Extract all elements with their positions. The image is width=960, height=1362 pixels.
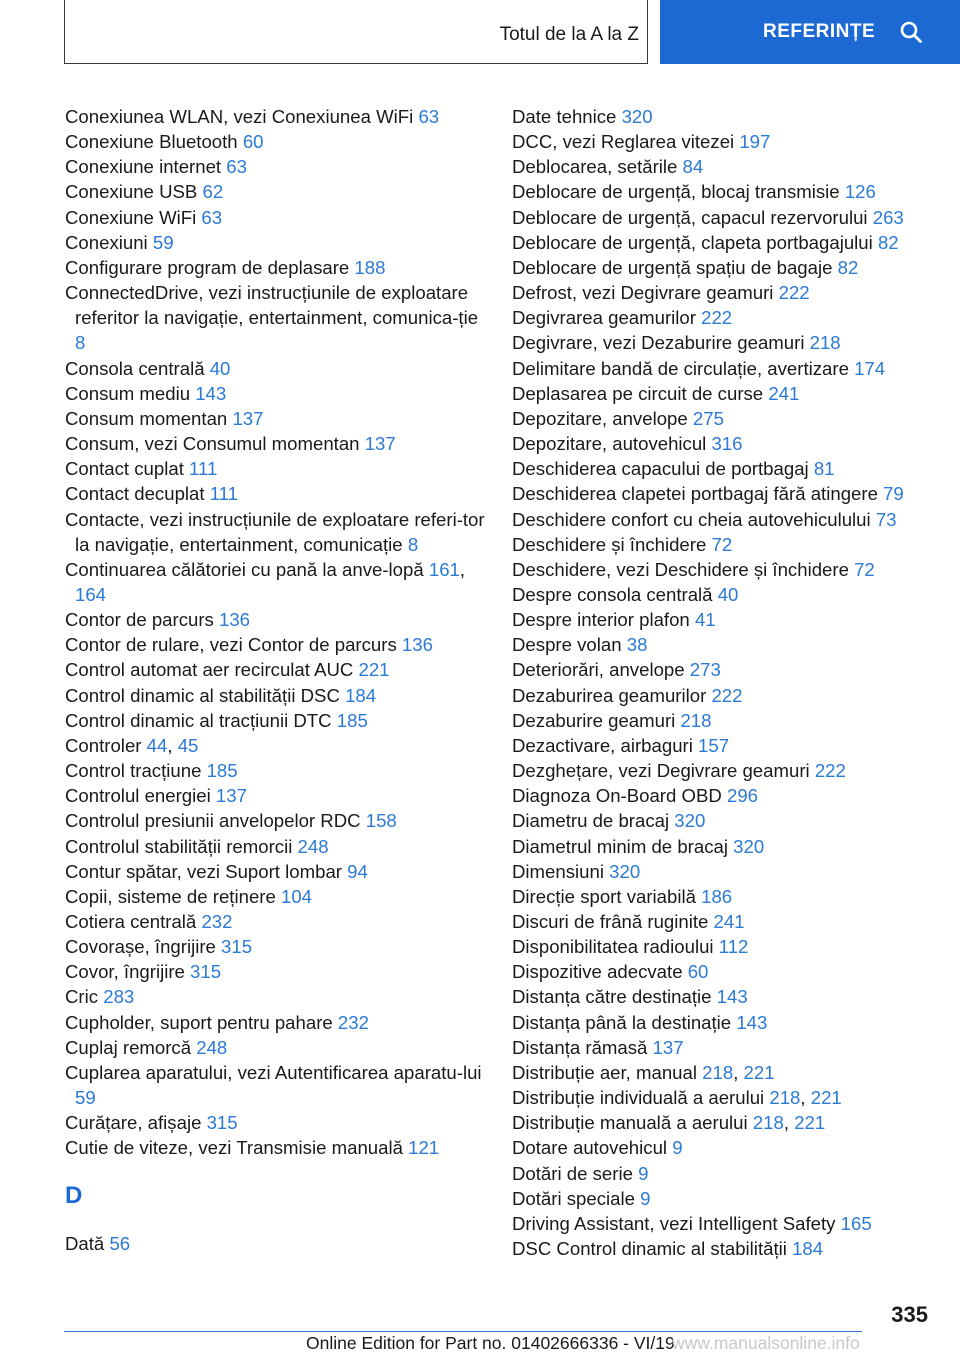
index-entry-term: Control automat aer recirculat AUC	[65, 659, 354, 681]
index-entry	[65, 859, 485, 884]
index-entry	[65, 758, 485, 783]
page-reference-link[interactable]: 82	[877, 231, 899, 253]
page-reference-link[interactable]: 218	[769, 1087, 801, 1109]
index-entry-term: Control dinamic al stabilității DSC	[65, 684, 340, 706]
page-reference-link[interactable]: 63	[201, 206, 223, 228]
page-reference-link[interactable]: 161	[428, 558, 460, 580]
page-reference-link[interactable]: 157	[698, 734, 730, 756]
index-entry-term: DSC Control dinamic al stabilității	[512, 1238, 787, 1260]
index-entry	[65, 456, 485, 481]
index-entry-term: Diametru de bracaj	[512, 810, 670, 832]
page-reference-link[interactable]: 137	[652, 1036, 684, 1058]
index-entry-term: Copii, sisteme de reținere	[65, 885, 276, 907]
footer-divider	[64, 1331, 862, 1332]
page-reference-link[interactable]: 222	[701, 307, 733, 329]
page-reference-link[interactable]: 94	[347, 860, 368, 882]
index-entry-term: Cotiera centrală	[65, 911, 197, 932]
index-entry: Controler 44, 45	[65, 734, 199, 756]
page-reference-link[interactable]: 9	[640, 1187, 651, 1209]
index-entry	[512, 708, 932, 733]
index-entry	[512, 934, 932, 959]
index-entry-term: Configurare program de deplasare	[65, 256, 350, 278]
page-reference-link[interactable]: 59	[152, 231, 174, 253]
index-entry-term: Diagnoza On-Board OBD	[512, 785, 722, 807]
index-entry-term: Controlul energiei	[65, 785, 211, 807]
page-reference-link[interactable]: 104	[281, 885, 313, 907]
index-entry	[65, 632, 485, 657]
page-reference-link[interactable]: 221	[810, 1087, 842, 1109]
index-entry-term: Degivrarea geamurilor	[512, 307, 696, 329]
search-icon[interactable]	[899, 20, 923, 44]
index-entry	[512, 179, 932, 204]
page-reference-link[interactable]: 197	[739, 131, 771, 153]
page-reference-link[interactable]: 184	[345, 684, 377, 706]
index-entry	[512, 758, 932, 783]
index-entry-term: Distribuție individuală a aerului	[512, 1087, 765, 1109]
index-entry-term: Covor, îngrijire	[65, 961, 185, 983]
page-reference-link[interactable]: 222	[778, 282, 810, 304]
page-reference-link[interactable]: 60	[687, 961, 709, 983]
page-reference-link[interactable]: 186	[701, 885, 733, 907]
page-reference-link[interactable]: 248	[297, 835, 329, 857]
page-reference-link[interactable]: 218	[702, 1061, 734, 1083]
index-entry	[512, 481, 932, 506]
page-reference-link[interactable]: 38	[626, 634, 648, 656]
index-entry-term: Cric	[65, 986, 99, 1008]
index-entry-term: Conexiuni	[65, 231, 148, 253]
page-reference-link[interactable]: 45	[177, 734, 199, 756]
index-entry	[65, 607, 485, 632]
index-entry-term: Dotare autovehicul	[512, 1137, 668, 1159]
index-entry-term: Dezaburire geamuri	[512, 709, 676, 731]
index-entry	[65, 179, 485, 204]
index-entry	[65, 356, 485, 381]
index-column-right	[512, 104, 932, 1261]
index-entry-term: Consum momentan	[65, 407, 228, 429]
index-entry-term: Curățare, afișaje	[65, 1112, 202, 1134]
index-entry-term: Contact decuplat	[65, 483, 205, 505]
index-entry	[65, 808, 485, 833]
index-entry-term: Conexiune USB	[65, 181, 198, 203]
index-entry	[65, 1231, 485, 1256]
index-entry-term: Despre interior plafon	[512, 609, 690, 631]
page-reference-link[interactable]: 40	[717, 583, 739, 605]
index-entry: Distribuție individuală a aerului 218, 221	[512, 1087, 842, 1109]
page-reference-link[interactable]: 221	[743, 1061, 775, 1083]
page-reference-link[interactable]: 73	[875, 508, 897, 530]
index-entry-term: Dezactivare, airbaguri	[512, 734, 693, 756]
page-reference-link[interactable]: 137	[232, 407, 264, 429]
index-entry-term: Depozitare, anvelope	[512, 407, 688, 429]
page-reference-link[interactable]: 8	[75, 332, 86, 354]
header-section-box	[64, 0, 648, 64]
page-reference-link[interactable]: 9	[672, 1137, 683, 1159]
index-entry	[65, 1060, 485, 1110]
index-entry	[512, 582, 932, 607]
index-entry-term: Dimensiuni	[512, 860, 604, 882]
index-entry	[512, 356, 932, 381]
index-entry-term: Consum, vezi Consumul momentan	[65, 433, 360, 455]
index-entry	[512, 456, 932, 481]
index-entry-term: Driving Assistant, vezi Intelligent Safety	[512, 1212, 836, 1234]
index-entry	[65, 381, 485, 406]
index-entry	[65, 1135, 485, 1160]
index-entry-term: Dată	[65, 1232, 105, 1254]
index-entry-term: Deteriorări, anvelope	[512, 659, 685, 681]
page-reference-link[interactable]: 84	[682, 156, 704, 178]
page-reference-link[interactable]: 241	[713, 911, 745, 932]
page-reference-link[interactable]: 221	[358, 659, 390, 681]
index-entry	[65, 154, 485, 179]
index-entry	[65, 205, 485, 230]
index-entry	[512, 632, 932, 657]
index-entry-term: Cuplarea aparatului, vezi Autentificarea aparatu‐lui	[65, 1061, 482, 1083]
page-reference-link[interactable]: 320	[609, 860, 641, 882]
index-entry	[512, 1211, 932, 1236]
index-entry	[65, 104, 485, 129]
index-entry	[512, 1236, 932, 1261]
index-entry	[512, 607, 932, 632]
page-reference-link[interactable]: 218	[752, 1112, 784, 1134]
page-reference-link[interactable]: 185	[336, 709, 368, 731]
page-reference-link[interactable]: 111	[209, 483, 238, 505]
index-entry-term: Deblocare de urgență spațiu de bagaje	[512, 256, 833, 278]
page-reference-link[interactable]: 184	[792, 1238, 824, 1260]
page-reference-link[interactable]: 185	[206, 760, 238, 782]
index-entry	[65, 708, 485, 733]
index-entry-term: Dezghețare, vezi Degivrare geamuri	[512, 760, 810, 782]
index-entry	[512, 657, 932, 682]
index-entry	[512, 381, 932, 406]
page-reference-link[interactable]: 137	[215, 785, 247, 807]
index-entry-term: Discuri de frână ruginite	[512, 911, 709, 932]
index-entry-term: DCC, vezi Reglarea vitezei	[512, 131, 735, 153]
page-reference-link[interactable]: 143	[195, 382, 227, 404]
index-entry-term: Defrost, vezi Degivrare geamuri	[512, 282, 774, 304]
index-entry-term: Despre consola centrală	[512, 583, 713, 605]
index-entry	[512, 129, 932, 154]
page-number: 335	[891, 1302, 928, 1327]
index-entry	[512, 255, 932, 280]
index-entry-term: Distanța către destinație	[512, 986, 712, 1008]
index-entry-term: Distribuție manuală a aerului	[512, 1112, 748, 1134]
index-entry-term: Dotări speciale	[512, 1187, 635, 1209]
page-reference-link[interactable]: 41	[694, 609, 716, 631]
index-entry-term: Distanța până la destinație	[512, 1011, 732, 1033]
page-reference-link[interactable]: 112	[718, 936, 749, 958]
page-reference-link[interactable]: 273	[689, 659, 721, 681]
index-entry	[65, 909, 485, 934]
index-entry: Continuarea călătoriei cu pană la anve‐lopă 161, 164	[65, 558, 466, 605]
page-reference-link[interactable]: 60	[242, 131, 264, 153]
index-entry-term: Dispozitive adecvate	[512, 961, 683, 983]
index-entry	[65, 507, 485, 557]
index-entry	[512, 1161, 932, 1186]
page-reference-link[interactable]: 59	[75, 1087, 96, 1109]
page-reference-link[interactable]: 232	[337, 1011, 369, 1033]
page-reference-link[interactable]: 81	[813, 458, 835, 480]
page-reference-link[interactable]: 40	[209, 357, 231, 379]
page-reference-link[interactable]: 126	[844, 181, 876, 203]
index-entry-term: Controlul presiunii anvelopelor RDC	[65, 810, 361, 832]
index-entry	[512, 783, 932, 808]
index-entry	[65, 959, 485, 984]
page-reference-link[interactable]: 263	[872, 206, 904, 228]
page-reference-link[interactable]: 320	[621, 106, 653, 127]
index-entry-term: Contact cuplat	[65, 458, 184, 480]
index-entry-term: Degivrare, vezi Dezaburire geamuri	[512, 332, 805, 354]
index-entry	[65, 884, 485, 909]
index-entry	[65, 406, 485, 431]
section-title: Totul de la A la Z	[499, 24, 639, 45]
index-entry	[512, 557, 932, 582]
index-entry-term: Disponibilitatea radioului	[512, 936, 714, 958]
index-entry-term: Dotări de serie	[512, 1162, 633, 1184]
page-reference-link[interactable]: 137	[364, 433, 396, 455]
index-entry	[512, 507, 932, 532]
index-entry	[512, 959, 932, 984]
page-reference-link[interactable]: 63	[226, 156, 247, 178]
page-reference-link[interactable]: 315	[221, 936, 253, 958]
index-entry	[65, 431, 485, 456]
page-reference-link[interactable]: 241	[768, 382, 800, 404]
index-letter-heading: D	[65, 1181, 83, 1209]
index-entry	[65, 783, 485, 808]
index-entry-term: Deschidere și închidere	[512, 533, 707, 555]
index-entry	[512, 1135, 932, 1160]
index-entry	[512, 909, 932, 934]
references-tab-label[interactable]: REFERINȚE	[763, 21, 876, 42]
index-entry: Distribuție aer, manual 218, 221	[512, 1061, 775, 1083]
index-entry-term: Conexiune Bluetooth	[65, 131, 238, 153]
index-entry	[65, 1035, 485, 1060]
page-reference-link[interactable]: 165	[840, 1212, 872, 1234]
index-entry-term: Dezaburirea geamurilor	[512, 684, 707, 706]
index-entry-term: Distanța rămasă	[512, 1036, 648, 1058]
index-entry-term: Cupholder, suport pentru pahare	[65, 1011, 333, 1033]
page-reference-link[interactable]: 315	[190, 961, 222, 983]
index-entry	[65, 129, 485, 154]
index-entry-term: Deblocare de urgență, clapeta portbagajului	[512, 231, 873, 253]
index-column-left	[65, 104, 485, 1256]
page-reference-link[interactable]: 143	[716, 986, 748, 1008]
page-reference-link[interactable]: 136	[401, 634, 433, 656]
index-entry	[65, 984, 485, 1009]
page-reference-link[interactable]: 164	[75, 583, 107, 605]
index-entry	[512, 1010, 932, 1035]
index-entry	[512, 859, 932, 884]
index-entry-term: Diametrul minim de bracaj	[512, 835, 728, 857]
index-entry-term: Deschidere confort cu cheia autovehiculului	[512, 508, 871, 530]
page-reference-link[interactable]: 44	[146, 734, 168, 756]
index-entry-term: Covorașe, îngrijire	[65, 936, 216, 958]
index-entry-term: Date tehnice	[512, 106, 617, 127]
index-entry-term: Cutie de viteze, vezi Transmisie manuală	[65, 1137, 403, 1159]
index-entry	[512, 683, 932, 708]
index-entry	[512, 1186, 932, 1211]
index-entry	[512, 532, 932, 557]
page-reference-link[interactable]: 221	[794, 1112, 826, 1134]
index-entry	[65, 255, 485, 280]
page-reference-link[interactable]: 316	[711, 433, 743, 455]
index-entry-term: Continuarea călătoriei cu pană la anve‐lopă	[65, 558, 424, 580]
index-entry-term: Deschiderea capacului de portbagaj	[512, 458, 809, 480]
index-entry	[512, 406, 932, 431]
index-entry	[65, 1010, 485, 1035]
page-reference-link[interactable]: 63	[418, 106, 440, 127]
page-reference-link[interactable]: 222	[814, 760, 846, 782]
index-entry-term: Conexiune WiFi	[65, 206, 197, 228]
index-entry	[512, 1035, 932, 1060]
index-entry-term: Conexiunea WLAN, vezi Conexiunea WiFi	[65, 106, 414, 127]
index-entry-term: Deschidere, vezi Deschidere și închidere	[512, 558, 849, 580]
index-entry	[512, 431, 932, 456]
references-tab[interactable]	[660, 0, 960, 64]
index-entry	[65, 834, 485, 859]
index-entry	[512, 884, 932, 909]
page-reference-link[interactable]: 218	[809, 332, 841, 354]
index-entry-term: Depozitare, autovehicul	[512, 433, 707, 455]
index-entry-term: Deblocare de urgență, capacul rezervorului	[512, 206, 868, 228]
page-reference-link[interactable]: 283	[103, 986, 135, 1008]
index-entry	[512, 733, 932, 758]
index-entry-term: Contor de rulare, vezi Contor de parcurs	[65, 634, 397, 656]
index-entry-term: Controlul stabilității remorcii	[65, 835, 293, 857]
footer-watermark: www.manualsonline.info	[672, 1333, 860, 1353]
index-entry-term: Contor de parcurs	[65, 609, 214, 631]
index-entry	[512, 205, 932, 230]
page-reference-link[interactable]: 315	[206, 1112, 238, 1134]
index-entry	[65, 934, 485, 959]
footer-edition-text: Online Edition for Part no. 01402666336 - VI/19	[306, 1333, 675, 1353]
page-reference-link[interactable]: 296	[726, 785, 759, 807]
page-reference-link[interactable]: 320	[733, 835, 765, 857]
page-reference-link[interactable]: 82	[837, 256, 859, 278]
index-entry-term: Deblocare de urgență, blocaj transmisie	[512, 181, 840, 203]
index-entry-term: Control tracțiune	[65, 760, 202, 782]
page-reference-link[interactable]: 72	[711, 533, 733, 555]
index-entry-term: ConnectedDrive, vezi instrucțiunile de exploatare referitor la navigație, entertainment, comunica‐ție	[65, 282, 479, 329]
index-entry	[512, 280, 932, 305]
index-entry-term: Conexiune internet	[65, 156, 222, 178]
page-reference-link[interactable]: 79	[883, 483, 904, 505]
page-reference-link[interactable]: 174	[854, 357, 886, 379]
index-entry	[65, 657, 485, 682]
index-entry-term: Despre volan	[512, 634, 622, 656]
index-entry-term: Direcție sport variabilă	[512, 885, 696, 907]
page-reference-link[interactable]: 143	[736, 1011, 768, 1033]
index-entry: Distribuție manuală a aerului 218, 221	[512, 1112, 826, 1134]
index-entry-term: Controler	[65, 734, 142, 756]
index-entry-term: Consum mediu	[65, 382, 191, 404]
index-entry-term: Cuplaj remorcă	[65, 1036, 192, 1058]
page-reference-link[interactable]: 121	[408, 1137, 440, 1159]
index-entry	[512, 305, 932, 330]
page-reference-link[interactable]: 72	[854, 558, 875, 580]
page-reference-link[interactable]: 188	[354, 256, 386, 278]
index-entry-term: Delimitare bandă de circulație, avertizare	[512, 357, 849, 379]
page-reference-link[interactable]: 56	[109, 1232, 131, 1254]
page-reference-link[interactable]: 275	[692, 407, 724, 429]
index-entry-term: Contacte, vezi instrucțiunile de exploatare referi‐tor la navigație, entertainment, comunicație	[65, 508, 485, 555]
page-reference-link[interactable]: 111	[189, 458, 218, 480]
page-reference-link[interactable]: 136	[219, 609, 251, 631]
index-entry	[65, 683, 485, 708]
page-reference-link[interactable]: 218	[680, 709, 712, 731]
index-entry-term: Deplasarea pe circuit de curse	[512, 382, 764, 404]
index-entry	[512, 230, 932, 255]
index-entry	[65, 230, 485, 255]
index-entry	[65, 280, 485, 355]
index-entry-term: Consola centrală	[65, 357, 205, 379]
page-reference-link[interactable]: 9	[638, 1162, 649, 1184]
index-entry	[65, 481, 485, 506]
page-reference-link[interactable]: 222	[711, 684, 743, 706]
index-entry-term: Control dinamic al tracțiunii DTC	[65, 709, 332, 731]
index-entry-term: Distribuție aer, manual	[512, 1061, 697, 1083]
page-reference-link[interactable]: 248	[196, 1036, 228, 1058]
index-entry	[512, 330, 932, 355]
index-entry-term: Deschiderea clapetei portbagaj fără atingere	[512, 483, 878, 505]
page-reference-link[interactable]: 158	[365, 810, 397, 832]
page-reference-link[interactable]: 8	[407, 533, 419, 555]
index-entry-term: Deblocarea, setările	[512, 156, 678, 178]
index-entry	[512, 808, 932, 833]
page-reference-link[interactable]: 320	[674, 810, 706, 832]
index-entry	[512, 984, 932, 1009]
index-entry-term: Contur spătar, vezi Suport lombar	[65, 860, 342, 882]
page-reference-link[interactable]: 232	[201, 911, 233, 932]
page-reference-link[interactable]: 62	[202, 181, 224, 203]
index-entry	[512, 104, 932, 129]
index-entry	[512, 834, 932, 859]
index-entry	[512, 154, 932, 179]
index-entry	[65, 1110, 485, 1135]
